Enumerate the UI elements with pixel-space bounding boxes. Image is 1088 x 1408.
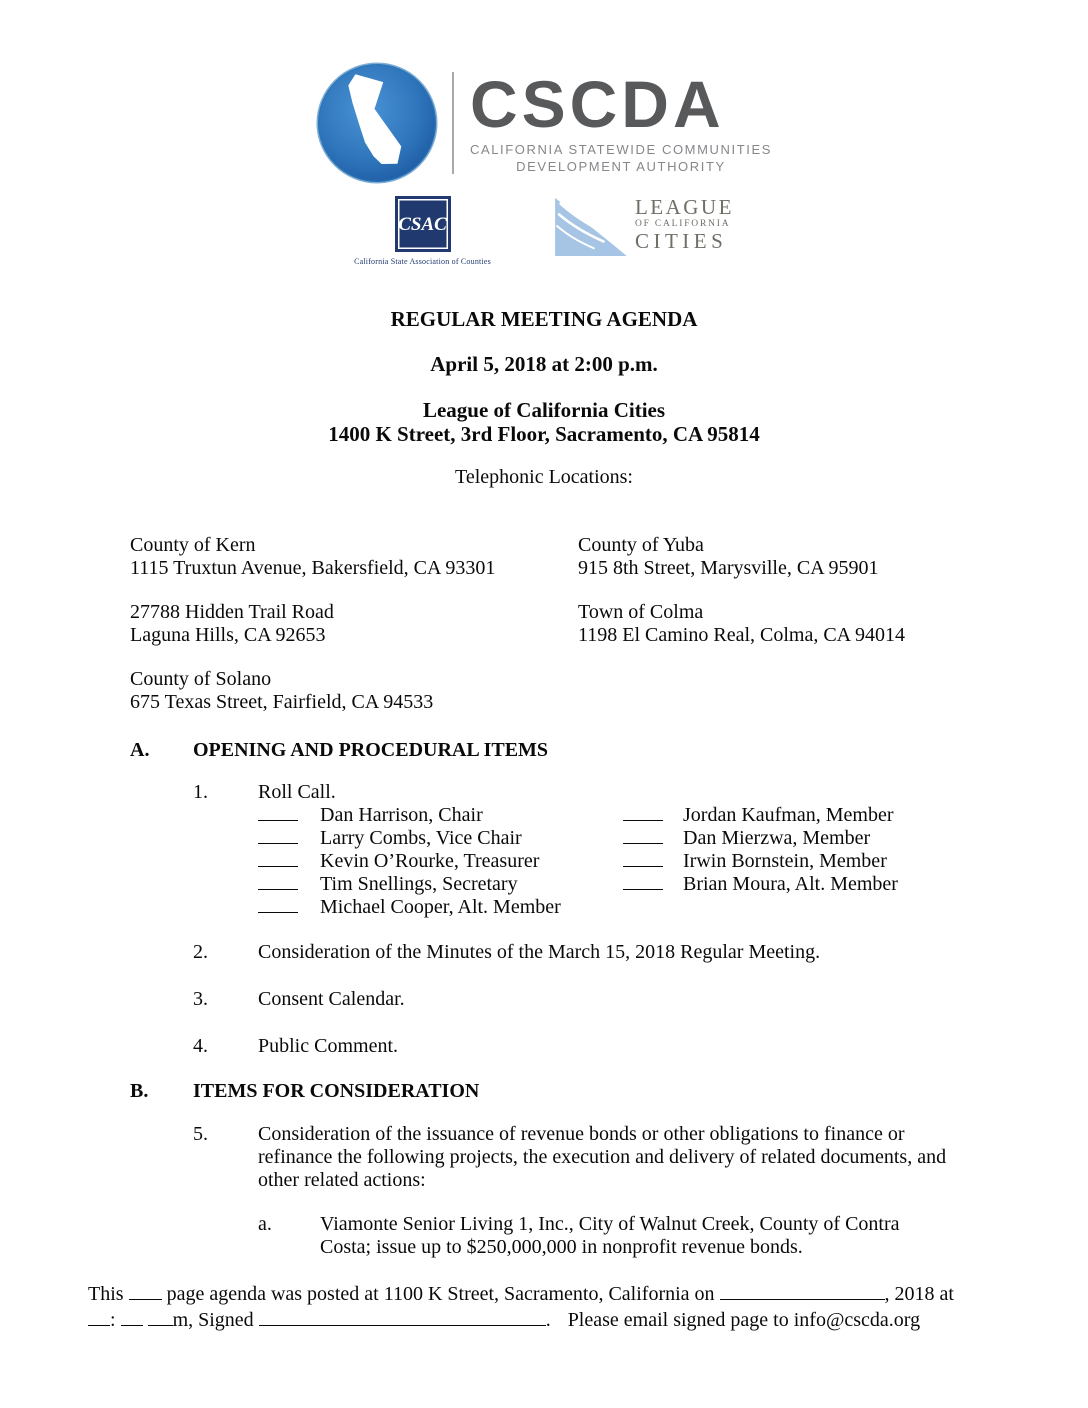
telephonic-locations xyxy=(130,534,950,714)
footer-text: : xyxy=(110,1309,116,1331)
footer-blank-date xyxy=(720,1285,885,1300)
footer-line-2 xyxy=(88,1307,1003,1333)
logo-text xyxy=(469,67,773,175)
logo-subtitle-line1: CALIFORNIA STATEWIDE COMMUNITIES xyxy=(469,142,773,157)
roll-call-row xyxy=(258,896,1088,919)
venue-address: 1400 K Street, 3rd Floor, Sacramento, CA 95814 xyxy=(328,422,760,446)
roll-call-blank xyxy=(258,875,298,890)
roll-call-name: Kevin O’Rourke, Treasurer xyxy=(320,850,540,872)
roll-call-row xyxy=(258,827,1088,850)
section-b-heading xyxy=(130,1080,1088,1103)
meeting-venue xyxy=(0,398,1088,446)
roll-call-blank xyxy=(258,829,298,844)
item-number: 3. xyxy=(193,988,208,1010)
location-name: Town of Colma xyxy=(578,601,704,623)
item-number: 2. xyxy=(193,941,208,963)
roll-call-blank xyxy=(258,852,298,867)
location-empty xyxy=(578,668,950,714)
logo-divider xyxy=(452,72,454,174)
agenda-item-3 xyxy=(193,988,1088,1011)
roll-call-row xyxy=(258,850,1088,873)
footer-blank-pages xyxy=(129,1285,162,1300)
location-kern xyxy=(130,534,578,580)
csac-box-icon xyxy=(395,196,451,252)
location-address: 27788 Hidden Trail Road xyxy=(130,601,334,623)
agenda-item-4 xyxy=(193,1035,1088,1058)
csac-caption: California State Association of Counties xyxy=(354,257,491,266)
location-name: County of Solano xyxy=(130,668,272,690)
agenda-subitem-a xyxy=(258,1213,950,1259)
csac-logo xyxy=(354,196,491,266)
location-laguna-hills xyxy=(130,601,578,647)
roll-call-name: Dan Harrison, Chair xyxy=(320,804,483,826)
roll-call-blank xyxy=(623,829,663,844)
logo-subtitle xyxy=(470,141,772,175)
logo-acronym: CSCDA xyxy=(469,67,725,141)
footer-blank-ampm xyxy=(148,1311,173,1326)
meeting-datetime: April 5, 2018 at 2:00 p.m. xyxy=(430,352,658,376)
roll-call-blank xyxy=(623,875,663,890)
roll-call-blank xyxy=(623,806,663,821)
league-line3: CITIES xyxy=(634,229,728,253)
league-line2: OF CALIFORNIA xyxy=(634,219,731,229)
league-text xyxy=(635,196,734,252)
location-address: 915 8th Street, Marysville, CA 95901 xyxy=(578,557,879,579)
league-line1: LEAGUE xyxy=(634,195,734,219)
roll-call-name: Michael Cooper, Alt. Member xyxy=(320,896,561,918)
roll-call-name: Larry Combs, Vice Chair xyxy=(320,827,522,849)
footer-text: , 2018 at xyxy=(884,1283,954,1305)
item-text: Public Comment. xyxy=(258,1035,398,1057)
section-title: ITEMS FOR CONSIDERATION xyxy=(193,1080,480,1102)
location-address: 1115 Truxtun Avenue, Bakersfield, CA 93301 xyxy=(130,557,496,579)
section-letter: B. xyxy=(130,1080,149,1102)
roll-call-name: Jordan Kaufman, Member xyxy=(683,804,894,826)
item-text xyxy=(258,1123,950,1259)
item-number: 5. xyxy=(193,1123,208,1145)
footer-blank-signature xyxy=(259,1311,546,1326)
roll-call-name: Tim Snellings, Secretary xyxy=(320,873,518,895)
agenda-item-1 xyxy=(193,781,1088,804)
item-number: 1. xyxy=(193,781,208,803)
california-globe-icon xyxy=(316,62,438,184)
partner-logos xyxy=(0,196,1088,270)
location-solano xyxy=(130,668,578,714)
item-text: Consideration of the Minutes of the March 15, 2018 Regular Meeting. xyxy=(258,941,821,963)
location-address: 675 Texas Street, Fairfield, CA 94533 xyxy=(130,691,434,713)
roll-call-blank xyxy=(258,806,298,821)
document-title: REGULAR MEETING AGENDA xyxy=(390,307,698,331)
subitem-text: Viamonte Senior Living 1, Inc., City of Walnut Creek, County of Contra Costa; issue up to $250,000,000 in nonprofit revenue bonds. xyxy=(320,1213,900,1258)
item-5-text: Consideration of the issuance of revenue bonds or other obligations to finance or refinance the following projects, the execution and delivery of related documents, and other related actions: xyxy=(258,1123,947,1191)
roll-call-name: Irwin Bornstein, Member xyxy=(683,850,887,872)
footer-blank-minute xyxy=(121,1311,143,1326)
roll-call-blank xyxy=(258,898,298,913)
location-yuba xyxy=(578,534,950,580)
item-number: 4. xyxy=(193,1035,208,1057)
footer-text: This xyxy=(88,1283,124,1305)
csac-acronym: CSAC xyxy=(398,213,447,235)
roll-call-row xyxy=(258,804,1088,827)
location-name: County of Kern xyxy=(130,534,256,556)
footer-posting-note xyxy=(88,1281,1003,1333)
roll-call-name: Dan Mierzwa, Member xyxy=(683,827,871,849)
roll-call-list xyxy=(258,804,1088,919)
league-logo xyxy=(549,196,734,256)
subitem-letter: a. xyxy=(258,1213,272,1235)
item-text: Consent Calendar. xyxy=(258,988,405,1010)
agenda-item-2 xyxy=(193,941,1088,964)
section-letter: A. xyxy=(130,739,150,761)
location-colma xyxy=(578,601,950,647)
item-text: Roll Call. xyxy=(258,781,336,803)
roll-call-row xyxy=(258,873,1088,896)
section-title: OPENING AND PROCEDURAL ITEMS xyxy=(193,739,549,761)
agenda-item-5 xyxy=(193,1123,1088,1259)
roll-call-blank xyxy=(623,852,663,867)
logo-subtitle-line2: DEVELOPMENT AUTHORITY xyxy=(516,159,726,174)
footer-line-1 xyxy=(88,1281,1003,1307)
location-address: Laguna Hills, CA 92653 xyxy=(130,624,326,646)
footer-text: m, Signed xyxy=(172,1309,254,1331)
footer-email-note: Please email signed page to info@cscda.org xyxy=(567,1309,921,1331)
cscda-logo xyxy=(0,0,1088,184)
location-address: 1198 El Camino Real, Colma, CA 94014 xyxy=(578,624,906,646)
location-name: County of Yuba xyxy=(578,534,704,556)
section-a-heading xyxy=(130,739,1088,762)
venue-name: League of California Cities xyxy=(422,398,666,422)
league-wave-icon xyxy=(549,196,627,256)
footer-text: page agenda was posted at 1100 K Street, Sacramento, California on xyxy=(166,1283,715,1305)
telephonic-label: Telephonic Locations: xyxy=(455,466,633,488)
footer-text: . xyxy=(545,1309,551,1331)
footer-blank-hour xyxy=(88,1311,110,1326)
roll-call-name: Brian Moura, Alt. Member xyxy=(683,873,898,895)
